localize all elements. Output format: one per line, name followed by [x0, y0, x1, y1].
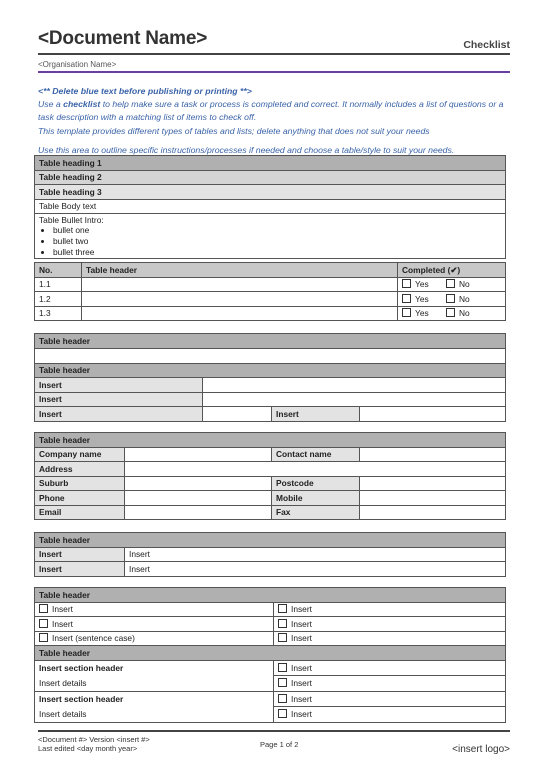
accent-rule [38, 71, 510, 73]
row-description[interactable] [82, 306, 398, 321]
checkbox-cell[interactable]: Insert [274, 660, 506, 676]
footer-doc-info [38, 735, 150, 753]
checkbox-icon[interactable] [402, 294, 411, 303]
company-label: Company name [35, 447, 125, 462]
checkbox-icon[interactable] [446, 308, 455, 317]
checkbox-cell[interactable]: Insert [35, 602, 274, 617]
section-cell[interactable] [35, 691, 274, 722]
header [38, 28, 510, 50]
logo-placeholder[interactable]: <insert logo> [452, 744, 510, 755]
header-rule [38, 53, 510, 55]
checkbox-icon[interactable] [446, 294, 455, 303]
checkbox-icon[interactable] [39, 619, 48, 628]
organisation-name[interactable]: <Organisation Name> [38, 60, 117, 69]
insert-label[interactable]: Insert [35, 547, 125, 562]
table-row [35, 292, 506, 307]
email-label: Email [35, 505, 125, 520]
table-body-text[interactable]: Table Body text [35, 199, 506, 214]
checkbox-icon[interactable] [278, 694, 287, 703]
checkbox-icon[interactable] [278, 619, 287, 628]
column-header-no: No. [35, 263, 82, 278]
column-header-table: Table header [82, 263, 398, 278]
table-header[interactable]: Table header [35, 588, 506, 603]
bullet-cell[interactable] [35, 214, 506, 259]
address-label: Address [35, 462, 125, 477]
checkbox-icon[interactable] [278, 709, 287, 718]
insert-value[interactable] [203, 392, 506, 407]
bullet-intro: Table Bullet Intro: [39, 215, 104, 225]
mobile-label: Mobile [272, 491, 360, 506]
list-item: • bullet three [53, 247, 501, 258]
completion-table [34, 262, 506, 321]
list-item: • bullet two [53, 236, 501, 247]
postcode-field[interactable] [360, 476, 506, 491]
insert-label[interactable]: Insert [35, 378, 203, 393]
phone-field[interactable] [125, 491, 272, 506]
checkbox-icon[interactable] [39, 604, 48, 613]
email-field[interactable] [125, 505, 272, 520]
checkbox-icon[interactable] [278, 663, 287, 672]
section-details: Insert details [39, 708, 87, 719]
table-header[interactable]: Table header [35, 433, 506, 448]
checkbox-cell[interactable]: Insert [274, 602, 506, 617]
document-type: Checklist [463, 39, 510, 51]
row-description[interactable] [82, 277, 398, 292]
fax-field[interactable] [360, 505, 506, 520]
table-header[interactable]: Table header [35, 334, 506, 349]
row-description[interactable] [82, 292, 398, 307]
column-header-completed: Completed (✔) [398, 263, 506, 278]
empty-cell[interactable] [35, 348, 506, 363]
insert-label[interactable]: Insert [35, 562, 125, 577]
suburb-label: Suburb [35, 476, 125, 491]
document-title[interactable]: <Document Name> [38, 28, 208, 49]
section-details: Insert details [39, 677, 87, 688]
row-number: 1.2 [35, 292, 82, 307]
checkbox-cell[interactable]: Insert [274, 617, 506, 632]
table-row [35, 277, 506, 292]
footer-version[interactable]: <Document #> Version <insert #> [38, 735, 150, 744]
completed-cell: Yes No [398, 277, 506, 292]
completed-cell: Yes No [398, 306, 506, 321]
fax-label: Fax [272, 505, 360, 520]
checkbox-icon[interactable] [278, 633, 287, 642]
contact-table [34, 432, 506, 520]
checkbox-cell[interactable]: Insert (sentence case) [35, 631, 274, 646]
instruction-area: Use this area to outline specific instructions/processes if needed and choose a table/style to suit your needs. [38, 145, 455, 155]
section-header: Insert section header [39, 662, 124, 673]
table-heading-1[interactable]: Table heading 1 [35, 156, 506, 171]
insert-table [34, 333, 506, 422]
section-header: Insert section header [39, 693, 124, 704]
mobile-field[interactable] [360, 491, 506, 506]
company-field[interactable] [125, 447, 272, 462]
insert-label[interactable]: Insert [35, 392, 203, 407]
checkbox-icon[interactable] [402, 279, 411, 288]
table-row [35, 306, 506, 321]
checkbox-cell[interactable]: Insert [274, 691, 506, 707]
bullet-list [39, 225, 501, 258]
section-cell[interactable] [35, 660, 274, 691]
checkbox-cell[interactable]: Insert [274, 631, 506, 646]
page-number: Page 1 of 2 [260, 740, 299, 749]
instruction-delete-note: <** Delete blue text before publishing or printing **> [38, 86, 252, 96]
insert-value[interactable]: Insert [125, 547, 506, 562]
checkbox-icon[interactable] [402, 308, 411, 317]
checkbox-icon[interactable] [278, 678, 287, 687]
list-item: • bullet one [53, 225, 501, 236]
completed-cell: Yes No [398, 292, 506, 307]
instruction-template: This template provides different types of tables and lists; delete anything that does not suit your needs [38, 126, 430, 136]
postcode-label: Postcode [272, 476, 360, 491]
checkbox-cell[interactable]: Insert [274, 707, 506, 723]
row-number: 1.3 [35, 306, 82, 321]
checkbox-cell[interactable]: Insert [35, 617, 274, 632]
checkbox-icon[interactable] [278, 604, 287, 613]
checkbox-cell[interactable]: Insert [274, 676, 506, 692]
contact-label: Contact name [272, 447, 360, 462]
insert-value[interactable] [203, 378, 506, 393]
footer [38, 730, 510, 755]
table-header[interactable]: Table header [35, 533, 506, 548]
footer-edited[interactable]: Last edited <day month year> [38, 744, 138, 753]
checkbox-table [34, 587, 506, 723]
insert-label[interactable]: Insert [35, 407, 203, 422]
contact-field[interactable] [360, 447, 506, 462]
instruction-checklist: Use a checklist to help make sure a task or process is completed and correct. It normally includes a list of questions or a task description with a matching list of items to check off. [38, 99, 504, 122]
table-heading-3[interactable]: Table heading 3 [35, 185, 506, 200]
instructions [38, 85, 510, 157]
checkbox-icon[interactable] [39, 633, 48, 642]
suburb-field[interactable] [125, 476, 272, 491]
insert-value[interactable]: Insert [125, 562, 506, 577]
table-subheader[interactable]: Table header [35, 363, 506, 378]
checkbox-icon[interactable] [446, 279, 455, 288]
insert-label[interactable]: Insert [272, 407, 360, 422]
table-heading-2[interactable]: Table heading 2 [35, 170, 506, 185]
address-field[interactable] [125, 462, 506, 477]
headings-table [34, 155, 506, 259]
insert-value[interactable] [203, 407, 272, 422]
table-subheader[interactable]: Table header [35, 646, 506, 661]
insert-value[interactable] [360, 407, 506, 422]
phone-label: Phone [35, 491, 125, 506]
row-number: 1.1 [35, 277, 82, 292]
two-column-table [34, 532, 506, 577]
